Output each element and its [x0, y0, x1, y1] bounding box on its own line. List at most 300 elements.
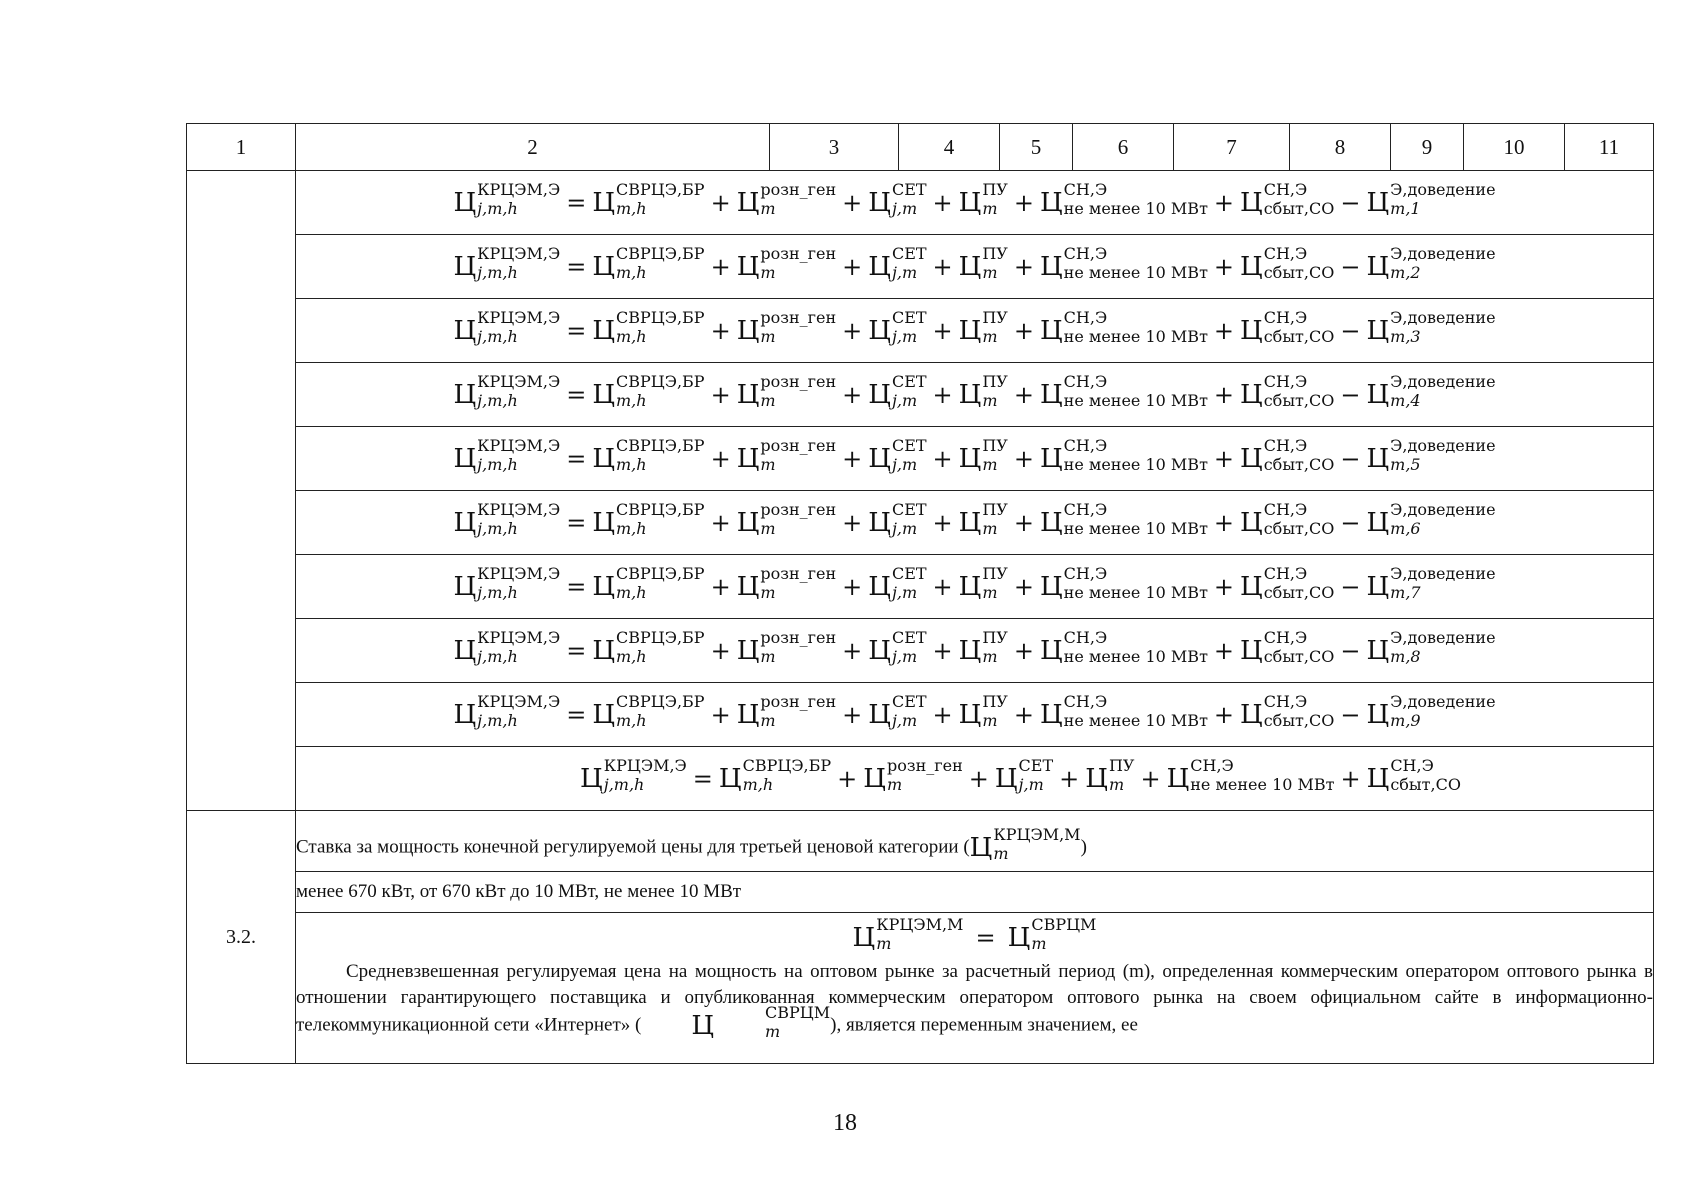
price-symbol: [1240, 243, 1335, 282]
price-symbol-sub: m,h: [616, 454, 647, 474]
price-symbol-base: Ц: [868, 635, 891, 666]
section-3-2-title-row: [187, 811, 1654, 872]
price-symbol-sub: не менее 10 МВт: [1063, 326, 1208, 346]
plus-sign: +: [1013, 188, 1034, 217]
plus-sign: +: [1213, 700, 1235, 729]
price-symbol-sub: сбыт,СО: [1263, 518, 1335, 538]
price-symbol: [958, 371, 1008, 410]
price-symbol: [863, 755, 963, 794]
formula-cell: [296, 683, 1654, 747]
minus-sign: −: [1340, 636, 1361, 665]
price-symbol-sub: m: [1108, 774, 1125, 794]
formula-sup: КРЦЭМ,М: [876, 915, 964, 934]
price-symbol: [1366, 435, 1496, 474]
price-symbol-base: Ц: [453, 187, 477, 218]
price-symbol-sup: СН,Э: [1390, 755, 1434, 775]
price-symbol-base: Ц: [592, 251, 615, 282]
plus-sign: +: [1213, 188, 1235, 217]
price-symbol: [1039, 691, 1208, 730]
price-symbol-sup: СЕТ: [891, 179, 927, 199]
price-symbol-sub: сбыт,СО: [1263, 646, 1335, 666]
price-symbol-sup: СВРЦЭ,БР: [616, 179, 705, 199]
price-symbol-base: Ц: [868, 443, 891, 474]
price-symbol-base: Ц: [958, 443, 982, 474]
minus-sign: −: [1340, 252, 1361, 281]
formula-row: [187, 555, 1654, 619]
plus-sign: +: [1013, 636, 1034, 665]
formula-symbol: Ц: [1007, 923, 1031, 953]
price-symbol-sub: m: [760, 518, 776, 538]
price-symbol: [1366, 563, 1496, 602]
price-symbol-sup: розн_ген: [760, 179, 837, 199]
price-symbol-sub: m: [982, 390, 998, 410]
price-symbol-base: Ц: [1366, 635, 1390, 666]
price-symbol-base: Ц: [1366, 443, 1390, 474]
price-symbol: [1039, 371, 1208, 410]
price-symbol-sub: m: [982, 646, 998, 666]
formula-sub: m: [876, 934, 892, 953]
price-symbol-base: Ц: [453, 379, 477, 410]
col-header-7: 7: [1174, 124, 1290, 171]
minus-sign: −: [1340, 316, 1361, 345]
price-symbol-sup: ПУ: [982, 691, 1008, 711]
price-symbol: [580, 755, 687, 794]
price-symbol: [958, 307, 1008, 346]
price-symbol: [868, 307, 927, 346]
price-symbol-base: Ц: [868, 251, 891, 282]
plus-sign: +: [1013, 508, 1034, 537]
price-symbol-base: Ц: [868, 187, 891, 218]
price-symbol-base: Ц: [868, 699, 891, 730]
price-symbol-sub: j,m: [891, 262, 918, 282]
price-symbol: [592, 563, 705, 602]
col-header-10: 10: [1464, 124, 1565, 171]
equals-sign: =: [975, 924, 996, 952]
plus-sign: +: [1013, 444, 1034, 473]
price-symbol-base: Ц: [1240, 251, 1263, 282]
price-symbol: [736, 499, 837, 538]
plus-sign: +: [1340, 764, 1361, 793]
price-symbol-sup: СЕТ: [891, 435, 927, 455]
plus-sign: +: [1213, 572, 1235, 601]
price-symbol-sup: Э,доведение: [1390, 499, 1496, 519]
price-symbol-base: Ц: [592, 315, 615, 346]
price-symbol-sub: m,h: [616, 582, 647, 602]
formula-cell: [296, 491, 1654, 555]
price-symbol-base: Ц: [1039, 699, 1063, 730]
price-symbol-sub: j,m,h: [477, 710, 518, 730]
price-symbol-sup: СН,Э: [1263, 627, 1308, 647]
plus-sign: +: [932, 700, 953, 729]
price-symbol-base: Ц: [1039, 379, 1063, 410]
price-symbol-base: Ц: [1366, 379, 1390, 410]
formula-cell: [296, 619, 1654, 683]
price-symbol-sub: j,m: [891, 198, 918, 218]
price-symbol-base: Ц: [969, 833, 993, 863]
price-symbol: [736, 243, 837, 282]
price-symbol-sub: m: [765, 1022, 781, 1041]
plus-sign: +: [932, 508, 953, 537]
price-symbol-base: Ц: [1240, 699, 1263, 730]
price-symbol-base: Ц: [958, 251, 982, 282]
price-symbol-sub: m,h: [616, 326, 647, 346]
price-symbol: [1366, 755, 1461, 794]
price-symbol-sup: розн_ген: [760, 627, 837, 647]
price-symbol-sub: j,m,h: [477, 262, 518, 282]
price-symbol-sub: не менее 10 МВт: [1063, 390, 1208, 410]
formula-cell: [296, 299, 1654, 363]
price-symbol-base: Ц: [1039, 251, 1063, 282]
price-symbol: [1366, 627, 1496, 666]
price-symbol-sub: m: [982, 518, 998, 538]
price-symbol-sup: ПУ: [982, 563, 1008, 583]
col-header-11: 11: [1565, 124, 1654, 171]
price-symbol: [868, 691, 927, 730]
price-symbol-sup: СЕТ: [891, 499, 927, 519]
price-symbol: [868, 563, 927, 602]
price-symbol-sub: m,3: [1390, 326, 1421, 346]
price-symbol-sub: не менее 10 МВт: [1063, 582, 1208, 602]
price-symbol: [453, 435, 561, 474]
formula-row: [187, 747, 1654, 811]
price-symbol-sup: СВРЦЭ,БР: [616, 307, 705, 327]
formula-cell: [296, 747, 1654, 811]
price-symbol: [453, 179, 561, 218]
price-symbol-base: Ц: [958, 379, 982, 410]
price-symbol-base: Ц: [958, 187, 982, 218]
price-symbol-base: Ц: [592, 187, 615, 218]
plus-sign: +: [1059, 764, 1080, 793]
price-symbol-sub: не менее 10 МВт: [1063, 262, 1208, 282]
minus-sign: −: [1340, 700, 1361, 729]
price-symbol-sub: m,h: [616, 518, 647, 538]
price-symbol-sub: j,m,h: [477, 518, 518, 538]
price-symbol: [868, 179, 927, 218]
price-symbol-sup: КРЦЭМ,Э: [477, 499, 561, 519]
price-symbol-sup: СН,Э: [1063, 563, 1108, 583]
price-symbol-sub: m: [982, 198, 998, 218]
price-symbol-base: Ц: [1240, 379, 1263, 410]
price-symbol-sub: m,7: [1390, 582, 1421, 602]
plus-sign: +: [710, 636, 731, 665]
price-symbol: [958, 243, 1008, 282]
price-symbol-sup: КРЦЭМ,Э: [477, 435, 561, 455]
price-symbol: [592, 307, 705, 346]
plus-sign: +: [932, 252, 953, 281]
formula-symbol: Ц: [852, 923, 876, 953]
price-symbol-sup: ПУ: [982, 243, 1008, 263]
price-symbol-sub: m: [760, 262, 776, 282]
price-symbol-sup: розн_ген: [760, 371, 837, 391]
formula-cell: [296, 363, 1654, 427]
plus-sign: +: [710, 252, 731, 281]
price-symbol-sup: СВРЦЭ,БР: [616, 627, 705, 647]
price-symbol-base: Ц: [1039, 443, 1063, 474]
price-symbol-base: Ц: [1366, 315, 1390, 346]
price-symbol-base: Ц: [592, 571, 615, 602]
col-header-2: 2: [296, 124, 770, 171]
minus-sign: −: [1340, 188, 1361, 217]
price-symbol-base: Ц: [868, 507, 891, 538]
price-symbol: [1039, 627, 1208, 666]
price-symbol-sup: СН,Э: [1263, 307, 1308, 327]
price-symbol: [453, 243, 561, 282]
price-symbol-base: Ц: [868, 571, 891, 602]
price-symbol-sub: m,h: [616, 646, 647, 666]
formula-sup: СВРЦМ: [1031, 915, 1097, 934]
price-symbol-base: Ц: [453, 635, 477, 666]
price-symbol-sup: СЕТ: [1018, 755, 1054, 775]
price-symbol-sup: СЕТ: [891, 563, 927, 583]
price-symbol-base: Ц: [736, 699, 760, 730]
price-symbol: [1240, 499, 1335, 538]
price-symbol: [1039, 243, 1208, 282]
price-symbol-base: Ц: [863, 763, 886, 794]
price-symbol-sup: СВРЦЭ,БР: [616, 371, 705, 391]
price-symbol: [1366, 499, 1496, 538]
equals-sign: =: [566, 700, 587, 729]
price-symbol-sup: СЕТ: [891, 627, 927, 647]
price-symbol-sup: Э,доведение: [1390, 627, 1496, 647]
minus-sign: −: [1340, 508, 1361, 537]
price-symbol-sub: m,h: [616, 710, 647, 730]
price-symbol-sup: СН,Э: [1063, 371, 1108, 391]
formula-row: [187, 683, 1654, 747]
equals-sign: =: [566, 316, 587, 345]
empty-left-cell: [187, 171, 296, 811]
price-symbol: [1240, 563, 1335, 602]
plus-sign: +: [1013, 252, 1034, 281]
plus-sign: +: [710, 380, 731, 409]
price-symbol-base: Ц: [1039, 315, 1063, 346]
price-symbol-sub: j,m: [891, 326, 918, 346]
price-symbol-sup: СВРЦЭ,БР: [616, 499, 705, 519]
description-row: [187, 913, 1654, 1064]
price-symbol-base: Ц: [1240, 187, 1263, 218]
plus-sign: +: [710, 572, 731, 601]
price-symbol-base: Ц: [453, 315, 477, 346]
plus-sign: +: [710, 508, 731, 537]
col-header-1: 1: [187, 124, 296, 171]
price-symbol-sub: сбыт,СО: [1263, 262, 1335, 282]
price-symbol: [736, 691, 837, 730]
price-symbol: [868, 243, 927, 282]
minus-sign: −: [1340, 572, 1361, 601]
section-number: 3.2.: [187, 811, 296, 1064]
price-symbol: [718, 755, 832, 794]
price-symbol: [958, 563, 1008, 602]
price-symbol: [1366, 243, 1496, 282]
price-symbol-base: Ц: [958, 507, 982, 538]
price-symbol-sup: КРЦЭМ,Э: [477, 563, 561, 583]
price-symbol-sup: ПУ: [982, 179, 1008, 199]
price-symbol-sub: не менее 10 МВт: [1190, 774, 1335, 794]
price-symbol-base: Ц: [736, 635, 760, 666]
price-symbol-sup: КРЦЭМ,Э: [603, 755, 687, 775]
price-symbol: [958, 179, 1008, 218]
price-symbol-base: Ц: [1240, 315, 1263, 346]
price-symbol-sub: m: [760, 326, 776, 346]
price-symbol-base: Ц: [1039, 571, 1063, 602]
price-symbol-sub: сбыт,СО: [1263, 454, 1335, 474]
formula-row: [187, 363, 1654, 427]
price-symbol-sup: СЕТ: [891, 307, 927, 327]
plus-sign: +: [932, 636, 953, 665]
price-symbol-sub: сбыт,СО: [1263, 582, 1335, 602]
price-symbol-sub: m: [982, 262, 998, 282]
price-symbol-sub: m: [760, 646, 776, 666]
power-category-text: менее 670 кВт, от 670 кВт до 10 МВт, не менее 10 МВт: [296, 872, 1654, 913]
plus-sign: +: [842, 700, 863, 729]
price-symbol-sub: j,m: [1018, 774, 1044, 794]
price-symbol-base: Ц: [736, 507, 760, 538]
col-header-4: 4: [899, 124, 1000, 171]
price-symbol: [1240, 435, 1335, 474]
plus-sign: +: [932, 380, 953, 409]
plus-sign: +: [842, 380, 863, 409]
price-symbol-sub: j,m,h: [477, 646, 518, 666]
price-symbol-base: Ц: [1166, 763, 1190, 794]
price-symbol-base: Ц: [453, 443, 477, 474]
price-symbol-sub: m,6: [1390, 518, 1421, 538]
plus-sign: +: [842, 572, 863, 601]
price-symbol: [1240, 691, 1335, 730]
price-symbol-sup: розн_ген: [886, 755, 963, 775]
plus-sign: +: [842, 636, 863, 665]
price-symbol: [592, 627, 705, 666]
price-symbol-base: Ц: [718, 763, 742, 794]
price-symbol-sup: КРЦЭМ,Э: [477, 627, 561, 647]
equals-sign: =: [692, 764, 713, 793]
price-symbol-base: Ц: [736, 379, 760, 410]
price-symbol-sup: СН,Э: [1263, 563, 1308, 583]
price-symbol-base: Ц: [736, 187, 760, 218]
price-symbol-base: Ц: [592, 635, 615, 666]
equals-sign: =: [566, 380, 587, 409]
price-symbol-sub: m,8: [1390, 646, 1421, 666]
price-symbol-sub: не менее 10 МВт: [1063, 518, 1208, 538]
price-symbol-sub: m,h: [616, 198, 647, 218]
equals-sign: =: [566, 444, 587, 473]
price-symbol: [1039, 307, 1208, 346]
plus-sign: +: [1213, 252, 1235, 281]
price-symbol: [958, 499, 1008, 538]
plus-sign: +: [1140, 764, 1161, 793]
minus-sign: −: [1340, 444, 1361, 473]
price-symbol-sub: m: [982, 454, 998, 474]
formula-row: [187, 299, 1654, 363]
col-header-6: 6: [1073, 124, 1174, 171]
equals-sign: =: [566, 636, 587, 665]
price-symbol-sup: СН,Э: [1263, 371, 1308, 391]
price-symbol-sup: КРЦЭМ,Э: [477, 243, 561, 263]
price-symbol-sup: СН,Э: [1263, 499, 1308, 519]
section-title-text: Ставка за мощность конечной регулируемой цены для третьей ценовой категории (: [296, 836, 970, 858]
price-symbol-sup: СН,Э: [1263, 691, 1308, 711]
price-symbol-sub: j,m,h: [477, 326, 518, 346]
price-symbol: [453, 563, 561, 602]
price-symbol-sup: ПУ: [982, 627, 1008, 647]
price-symbol-base: Ц: [1366, 699, 1390, 730]
price-symbol: [969, 825, 1081, 863]
price-symbol-sup: КРЦЭМ,Э: [477, 371, 561, 391]
equals-sign: =: [566, 508, 587, 537]
price-symbol: [1366, 691, 1496, 730]
price-symbol-sub: m: [760, 582, 776, 602]
price-symbol: [453, 499, 561, 538]
plus-sign: +: [1213, 444, 1235, 473]
price-symbol-sup: СН,Э: [1063, 307, 1108, 327]
price-symbol-base: Ц: [868, 315, 891, 346]
price-symbol-sup: розн_ген: [760, 563, 837, 583]
price-symbol-sup: СН,Э: [1063, 243, 1108, 263]
price-symbol-sup: СН,Э: [1063, 435, 1108, 455]
price-symbol-sub: не менее 10 МВт: [1063, 646, 1208, 666]
price-symbol-base: Ц: [453, 507, 477, 538]
price-symbol: [736, 307, 837, 346]
price-symbol-base: Ц: [1366, 763, 1390, 794]
paragraph-end: ), является переменным значением, ее: [830, 1014, 1138, 1036]
price-symbol-sup: КРЦЭМ,Э: [477, 307, 561, 327]
price-symbol-sub: сбыт,СО: [1263, 326, 1335, 346]
price-symbol-sub: m: [760, 390, 776, 410]
price-symbol: [958, 627, 1008, 666]
page-number: 18: [833, 1110, 857, 1136]
price-symbol-sub: m: [760, 198, 776, 218]
price-symbol: [1366, 371, 1496, 410]
plus-sign: +: [1013, 380, 1034, 409]
price-symbol-base: Ц: [592, 507, 615, 538]
price-symbol: [453, 627, 561, 666]
price-symbol-sup: СЕТ: [891, 691, 927, 711]
price-symbol-sub: m,2: [1390, 262, 1421, 282]
price-symbol-sup: СН,Э: [1063, 179, 1108, 199]
price-symbol: [592, 435, 705, 474]
equals-sign: =: [566, 252, 587, 281]
price-symbol-sup: ПУ: [982, 307, 1008, 327]
price-symbol-sub: m: [982, 710, 998, 730]
formula-cell: [296, 235, 1654, 299]
category-row: [187, 872, 1654, 913]
formula-row: [187, 427, 1654, 491]
price-symbol-base: Ц: [1039, 635, 1063, 666]
formula-row: [187, 491, 1654, 555]
price-symbol-sub: j,m: [891, 454, 918, 474]
price-symbol-sup: розн_ген: [760, 499, 837, 519]
plus-sign: +: [1213, 508, 1235, 537]
price-symbol: [994, 755, 1054, 794]
price-symbol: [736, 371, 837, 410]
price-symbol-sup: СН,Э: [1263, 179, 1308, 199]
plus-sign: +: [1213, 380, 1235, 409]
price-symbol: [1166, 755, 1335, 794]
price-symbol-sub: m: [760, 454, 776, 474]
price-symbol-sub: j,m: [891, 582, 918, 602]
formula-row: [187, 171, 1654, 235]
price-symbol-sup: СН,Э: [1263, 243, 1308, 263]
price-symbol-base: Ц: [453, 699, 477, 730]
price-symbol: [1039, 179, 1208, 218]
price-symbol-sup: СВРЦЭ,БР: [742, 755, 832, 775]
price-symbol: [453, 371, 561, 410]
price-symbol-sub: m: [886, 774, 903, 794]
price-symbol: [592, 499, 705, 538]
price-symbol-sub: m,5: [1390, 454, 1421, 474]
price-symbol: [592, 371, 705, 410]
price-symbol-base: Ц: [958, 635, 982, 666]
price-symbol-sub: j,m,h: [477, 582, 518, 602]
price-symbol-base: Ц: [592, 443, 615, 474]
